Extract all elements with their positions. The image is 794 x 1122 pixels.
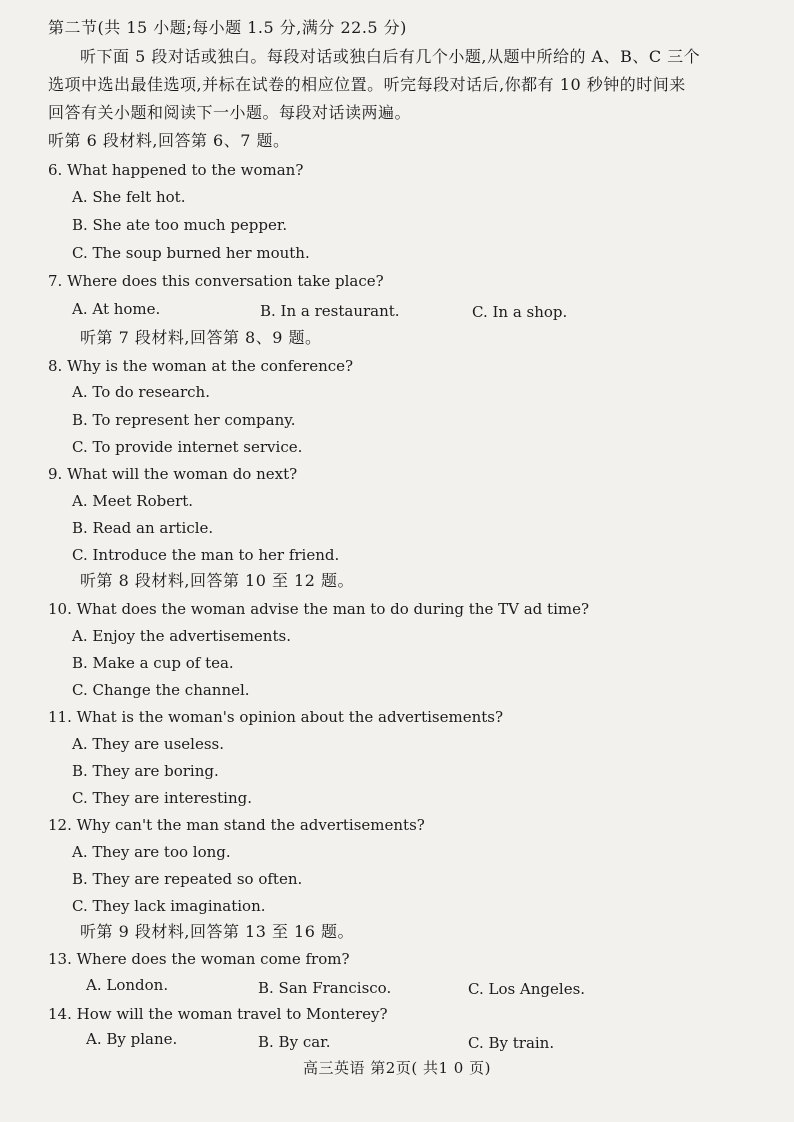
group-heading-2: 听第 7 段材料,回答第 8、9 题。 [80, 328, 322, 347]
instructions-line-1: 听下面 5 段对话或独白。每段对话或独白后有几个小题,从题中所给的 A、B、C 三个 [80, 47, 701, 66]
question-8-option-b: B. To represent her company. [72, 411, 296, 429]
question-12-stem: 12. Why can't the man stand the advertisements? [48, 816, 425, 834]
instructions-line-2: 选项中选出最佳选项,并标在试卷的相应位置。听完每段对话后,你都有 10 秒钟的时间来 [48, 75, 686, 94]
question-7-stem: 7. Where does this conversation take place? [48, 272, 384, 290]
question-11-stem: 11. What is the woman's opinion about the advertisements? [48, 708, 504, 726]
question-7-option-b: B. In a restaurant. [260, 302, 400, 320]
question-13-option-b: B. San Francisco. [258, 979, 392, 997]
question-10-option-a: A. Enjoy the advertisements. [72, 627, 291, 645]
question-9-option-c: C. Introduce the man to her friend. [72, 546, 340, 564]
question-13-option-c: C. Los Angeles. [468, 980, 586, 998]
question-9-option-b: B. Read an article. [72, 519, 214, 537]
question-11-option-c: C. They are interesting. [72, 789, 252, 807]
question-6-option-b: B. She ate too much pepper. [72, 216, 288, 234]
question-8-option-a: A. To do research. [72, 383, 210, 401]
question-12-option-a: A. They are too long. [72, 843, 231, 861]
question-14-option-a: A. By plane. [86, 1030, 178, 1048]
section-title: 第二节(共 15 小题;每小题 1.5 分,满分 22.5 分) [48, 18, 407, 37]
question-6-option-a: A. She felt hot. [72, 188, 186, 206]
question-13-stem: 13. Where does the woman come from? [48, 950, 350, 968]
question-11-option-a: A. They are useless. [72, 735, 224, 753]
question-12-option-c: C. They lack imagination. [72, 897, 266, 915]
group-heading-4: 听第 9 段材料,回答第 13 至 16 题。 [80, 922, 355, 941]
question-14-option-c: C. By train. [468, 1034, 555, 1052]
question-7-option-a: A. At home. [72, 300, 161, 318]
question-11-option-b: B. They are boring. [72, 762, 219, 780]
instructions-line-3: 回答有关小题和阅读下一小题。每段对话读两遍。 [48, 103, 412, 122]
question-8-stem: 8. Why is the woman at the conference? [48, 357, 354, 375]
group-heading-1: 听第 6 段材料,回答第 6、7 题。 [48, 131, 290, 150]
page-footer: 高三英语 第2页( 共1 0 页) [303, 1059, 491, 1077]
question-12-option-b: B. They are repeated so often. [72, 870, 303, 888]
question-14-stem: 14. How will the woman travel to Monterey? [48, 1005, 388, 1023]
question-9-option-a: A. Meet Robert. [72, 492, 194, 510]
question-10-stem: 10. What does the woman advise the man to do during the TV ad time? [48, 600, 590, 618]
question-7-option-c: C. In a shop. [472, 303, 568, 321]
question-6-stem: 6. What happened to the woman? [48, 161, 304, 179]
question-13-option-a: A. London. [86, 976, 169, 994]
question-9-stem: 9. What will the woman do next? [48, 465, 298, 483]
question-10-option-b: B. Make a cup of tea. [72, 654, 234, 672]
question-10-option-c: C. Change the channel. [72, 681, 250, 699]
question-8-option-c: C. To provide internet service. [72, 438, 303, 456]
question-14-option-b: B. By car. [258, 1033, 331, 1051]
question-6-option-c: C. The soup burned her mouth. [72, 244, 310, 262]
group-heading-3: 听第 8 段材料,回答第 10 至 12 题。 [80, 571, 355, 590]
